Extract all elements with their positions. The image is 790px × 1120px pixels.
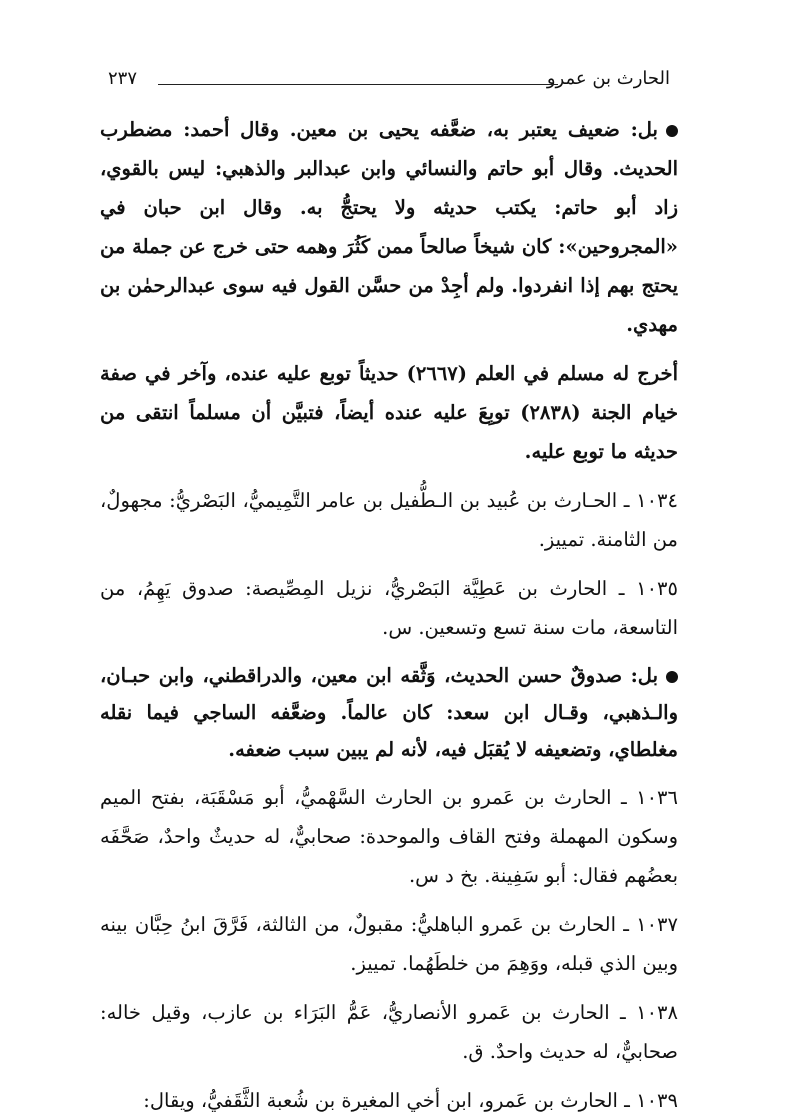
entry-1037 [100,905,678,983]
entry-text: ١٠٣٦ ـ الحارث بن عَمرو بن الحارث السَّهْميُّ، أبو مَسْقَبَة، بفتح الميم وسكون المهملة وفتح القاف والموحدة: صحابيٌّ، له حديثٌ واحدٌ، صَحَّفَه بعضُهم فقال: أبو سَفِينة. بخ د س. [100,786,678,887]
entry-1036 [100,778,678,895]
entry-text: ١٠٣٤ ـ الحـارث بن عُبيد بن الـطُّفيل بن عامر التَّمِيميُّ، البَصْريُّ: مجهولٌ، من الثامنة. تمييز. [100,489,678,551]
entry-1034 [100,481,678,559]
entry-1039 [100,1081,678,1120]
entry-text: ١٠٣٧ ـ الحارث بن عَمرو الباهليُّ: مقبولٌ، من الثالثة، فَرَّقَ ابنُ حِبَّان بينه وبين الذي قبله، ووَهِمَ من خلطَهُما. تمييز. [100,913,678,975]
page-header [108,68,670,92]
paragraph-2 [100,354,678,471]
paragraph-5 [100,657,678,768]
paragraph-1 [100,110,678,344]
entry-text: ١٠٣٩ ـ الحارث بن عَمرو، ابن أخي المغيرة بن شُعبة الثَّقَفيُّ، ويقال: [143,1089,678,1112]
paragraph-text: بل: صدوقٌ حسن الحديث، وَثَّقه ابن معين، والدراقطني، وابن حبـان، والـذهبي، وقـال ابن سعد: كان عالماً. وضعَّفه الساجي فيما نقله مغلطاي، وتضعيفه لا يُقبَل فيه، لأنه لم يبين سبب ضعفه. [100,664,678,761]
bullet-icon [666,671,678,683]
page-number: ٢٣٧ [108,68,138,89]
entry-text: ١٠٣٨ ـ الحارث بن عَمرو الأنصاريُّ، عَمُّ البَرَاء بن عازب، وقيل خاله: صحابيٌّ، له حديث واحدٌ. ق. [100,1001,678,1063]
header-rule [158,84,558,85]
paragraph-text: أخرج له مسلم في العلم (٢٦٦٧) حديثاً توبع عليه عنده، وآخر في صفة خيام الجنة (٢٨٣٨) توبِعَ عليه عنده أيضاً، فتبيَّن أن مسلماً انتقى من حديثه ما توبع عليه. [100,362,679,463]
bullet-icon [666,125,678,137]
entry-1038 [100,993,678,1071]
entry-text: ١٠٣٥ ـ الحارث بن عَطِيَّة البَصْريُّ، نزيل المِصِّيصة: صدوق يَهِمُ، من التاسعة، مات سنة تسع وتسعين. س. [100,577,678,639]
running-title: الحارث بن عمرو [546,68,670,89]
entry-1035 [100,569,678,647]
page-body [100,110,678,1120]
paragraph-text: بل: ضعيف يعتبر به، ضعَّفه يحيى بن معين. وقال أحمد: مضطرب الحديث. وقال أبو حاتم والنسائي وابن عبدالبر والذهبي: ليس بالقوي، زاد أبو حاتم: يكتب حديثه ولا يحتجُّ به. وقال ابن حبان في «المجروحين»: كان شيخاً صالحاً ممن كَثُرَ وهمه حتى خرج عن جملة من يحتج بهم إذا انفردوا. ولم أجِدْ من حسَّن القول فيه سوى عبدالرحمٰن بن مهدي. [100,118,678,336]
